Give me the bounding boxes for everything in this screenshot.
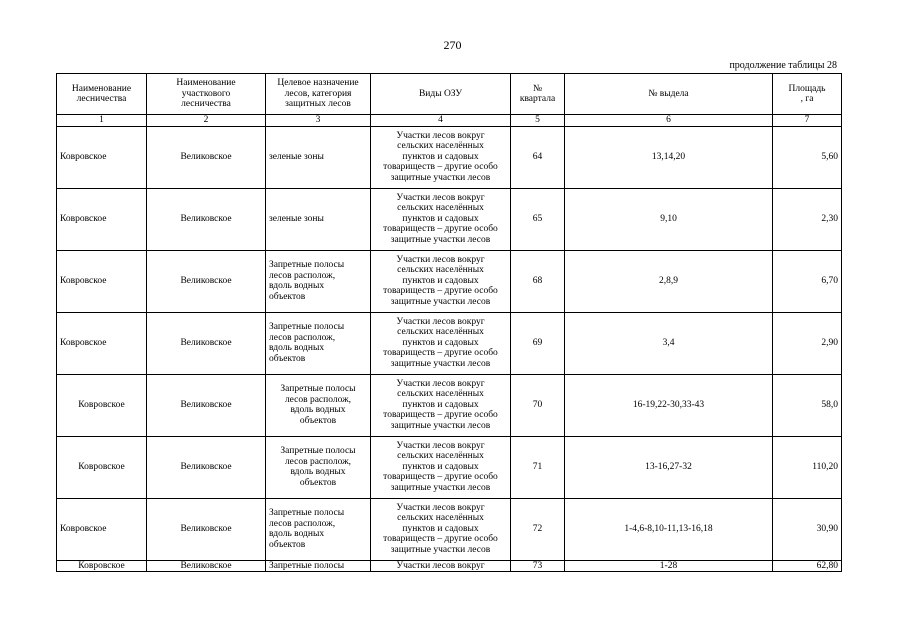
cell-plots: 3,4 <box>565 312 773 374</box>
cell-area: 2,30 <box>773 188 842 250</box>
column-number: 3 <box>266 115 371 127</box>
header-ozu: Виды ОЗУ <box>371 74 511 115</box>
header-forestry: Наименование лесничества <box>57 74 147 115</box>
header-row <box>57 74 842 115</box>
cell-area: 110,20 <box>773 436 842 498</box>
cell-quarter: 69 <box>511 312 565 374</box>
cell-plots: 1-4,6-8,10-11,13-16,18 <box>565 498 773 560</box>
cell-ozu: Участки лесов вокруг сельских населённых пунктов и садовых товариществ – другие особо защитные участки лесов <box>371 498 511 560</box>
cell-district: Великовское <box>147 312 266 374</box>
cell-quarter: 68 <box>511 250 565 312</box>
cell-area: 62,80 <box>773 560 842 572</box>
cell-quarter: 72 <box>511 498 565 560</box>
table-row <box>57 560 842 572</box>
cell-ozu: Участки лесов вокруг сельских населённых пунктов и садовых товариществ – другие особо защитные участки лесов <box>371 312 511 374</box>
cell-purpose: зеленые зоны <box>266 126 371 188</box>
cell-forestry: Ковровское <box>57 188 147 250</box>
cell-district: Великовское <box>147 250 266 312</box>
table-row <box>57 312 842 374</box>
cell-district: Великовское <box>147 126 266 188</box>
cell-area: 30,90 <box>773 498 842 560</box>
cell-plots: 1-28 <box>565 560 773 572</box>
cell-ozu: Участки лесов вокруг сельских населённых пунктов и садовых товариществ – другие особо защитные участки лесов <box>371 188 511 250</box>
header-quarter: № квартала <box>511 74 565 115</box>
cell-quarter: 70 <box>511 374 565 436</box>
table-row <box>57 498 842 560</box>
forest-table <box>56 73 842 572</box>
cell-ozu: Участки лесов вокруг <box>371 560 511 572</box>
cell-plots: 16-19,22-30,33-43 <box>565 374 773 436</box>
cell-district: Великовское <box>147 188 266 250</box>
cell-purpose: Запретные полосы лесов располож, вдоль водных объектов <box>266 312 371 374</box>
cell-area: 2,90 <box>773 312 842 374</box>
column-number-row <box>57 115 842 127</box>
cell-area: 58,0 <box>773 374 842 436</box>
cell-purpose: Запретные полосы лесов располож, вдоль водных объектов <box>266 436 371 498</box>
table-row <box>57 126 842 188</box>
cell-forestry: Ковровское <box>57 436 147 498</box>
column-number: 7 <box>773 115 842 127</box>
cell-forestry: Ковровское <box>57 374 147 436</box>
cell-quarter: 73 <box>511 560 565 572</box>
cell-area: 5,60 <box>773 126 842 188</box>
cell-plots: 9,10 <box>565 188 773 250</box>
column-number: 1 <box>57 115 147 127</box>
table-row <box>57 374 842 436</box>
cell-forestry: Ковровское <box>57 560 147 572</box>
cell-district: Великовское <box>147 436 266 498</box>
cell-purpose: Запретные полосы лесов располож, вдоль водных объектов <box>266 374 371 436</box>
cell-district: Великовское <box>147 374 266 436</box>
cell-forestry: Ковровское <box>57 312 147 374</box>
page-number: 270 <box>443 38 462 52</box>
cell-plots: 13-16,27-32 <box>565 436 773 498</box>
header-plots: № выдела <box>565 74 773 115</box>
column-number: 6 <box>565 115 773 127</box>
cell-forestry: Ковровское <box>57 498 147 560</box>
cell-purpose: зеленые зоны <box>266 188 371 250</box>
cell-plots: 2,8,9 <box>565 250 773 312</box>
header-area: Площадь , га <box>773 74 842 115</box>
cell-purpose: Запретные полосы лесов располож, вдоль водных объектов <box>266 250 371 312</box>
column-number: 5 <box>511 115 565 127</box>
cell-purpose: Запретные полосы <box>266 560 371 572</box>
cell-ozu: Участки лесов вокруг сельских населённых пунктов и садовых товариществ – другие особо защитные участки лесов <box>371 436 511 498</box>
header-purpose: Целевое назначение лесов, категория защитных лесов <box>266 74 371 115</box>
table-row <box>57 250 842 312</box>
cell-forestry: Ковровское <box>57 126 147 188</box>
table-continuation-label: продолжение таблицы 28 <box>729 60 837 71</box>
cell-ozu: Участки лесов вокруг сельских населённых пунктов и садовых товариществ – другие особо защитные участки лесов <box>371 126 511 188</box>
column-number: 2 <box>147 115 266 127</box>
cell-quarter: 71 <box>511 436 565 498</box>
cell-quarter: 65 <box>511 188 565 250</box>
cell-district: Великовское <box>147 498 266 560</box>
cell-ozu: Участки лесов вокруг сельских населённых пунктов и садовых товариществ – другие особо защитные участки лесов <box>371 250 511 312</box>
cell-ozu: Участки лесов вокруг сельских населённых пунктов и садовых товариществ – другие особо защитные участки лесов <box>371 374 511 436</box>
table-row <box>57 188 842 250</box>
column-number: 4 <box>371 115 511 127</box>
header-district: Наименование участкового лесничества <box>147 74 266 115</box>
cell-plots: 13,14,20 <box>565 126 773 188</box>
cell-quarter: 64 <box>511 126 565 188</box>
cell-area: 6,70 <box>773 250 842 312</box>
cell-district: Великовское <box>147 560 266 572</box>
cell-forestry: Ковровское <box>57 250 147 312</box>
cell-purpose: Запретные полосы лесов располож, вдоль водных объектов <box>266 498 371 560</box>
table-row <box>57 436 842 498</box>
